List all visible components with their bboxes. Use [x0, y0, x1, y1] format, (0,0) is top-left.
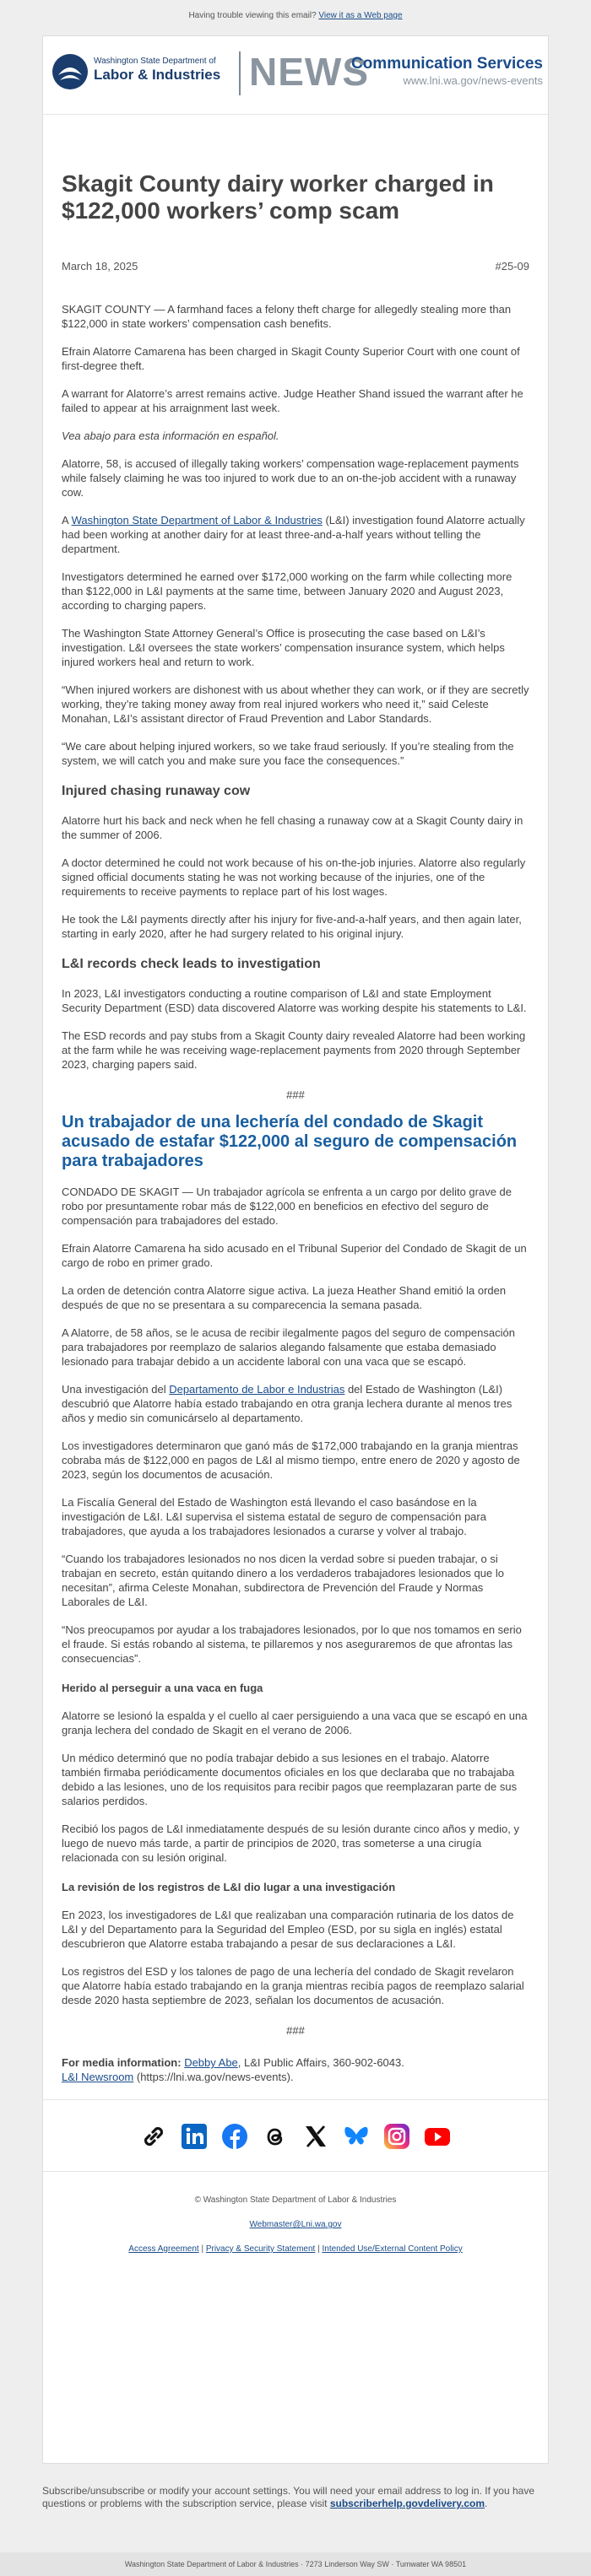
threads-icon[interactable] [261, 2122, 290, 2151]
paragraph: Alatorre, 58, is accused of illegally taking workers’ compensation wage-replacement payments while falsely claiming he was too injured to work due to an on-the-job accident with a runaway cow. [62, 457, 519, 499]
header-divider [239, 51, 241, 95]
spanish-note: Vea abajo para esta información en español. [62, 429, 279, 442]
paragraph: SKAGIT COUNTY — A farmhand faces a felony theft charge for allegedly stealing more than $122,000 in state workers’ compensation cash benefits. [62, 303, 512, 330]
media-label: For media information: [62, 2056, 182, 2069]
comm-title: Communication Services [350, 55, 543, 73]
webmaster-link[interactable]: Webmaster@Lni.wa.gov [249, 2220, 342, 2229]
end-marker: ### [286, 1088, 305, 1101]
paragraph-es: Los investigadores determinaron que ganó más de $172,000 trabajando en la granja mientras cobraba más de $122,000 en pagos de L&I al mismo tiempo, entre enero de 2020 y agosto de 2023, según los documentos de acusación. [62, 1439, 520, 1481]
text: del Estado de Washington (L&I) descubrió que Alatorre había estado trabajando en otra granja lechera durante al menos tres años y medio sin comunicárselo al departamento. [62, 1383, 512, 1424]
comm-url: www.lni.wa.gov/news-events [403, 74, 543, 87]
paragraph-es: Alatorre se lesionó la espalda y el cuello al caer persiguiendo a una vaca que se escapó en una granja lechera del condado de Skagit en el verano de 2006. [62, 1709, 528, 1736]
footer-links [43, 2244, 548, 2254]
access-agreement-link[interactable]: Access Agreement [128, 2244, 199, 2254]
lni-link[interactable]: Washington State Department of Labor & Industries [71, 514, 323, 527]
paragraph-es: “Cuando los trabajadores lesionados no nos dicen la verdad sobre si pueden trabajar, o si trabajan en secreto, están quitando dinero a los verdaderos trabajadores lesionados que lo necesitan”, afirma Celeste Monahan, subdirectora de Prevención del Fraude y Normas Laborales de L&I. [62, 1553, 504, 1608]
contact-details: , L&I Public Affairs, 360-902-6043. [237, 2056, 404, 2069]
communication-services [351, 55, 543, 89]
newsroom-link[interactable]: L&I Newsroom [62, 2071, 134, 2083]
separator: | [198, 2244, 206, 2254]
end-marker-es: ### [286, 2024, 305, 2037]
youtube-icon[interactable] [423, 2122, 452, 2151]
paragraph: “When injured workers are dishonest with us about whether they can work, or if they are secretly working, they’re taking money away from real injured workers who need it,” said Celeste Monahan, L&I’s assistant director of Fraud Prevention and Labor Standards. [62, 683, 529, 725]
release-date: March 18, 2025 [62, 260, 138, 273]
paragraph: “We care about helping injured workers, so we take fraud seriously. If you’re stealing from the system, we will catch you and make sure you face the consequences.” [62, 740, 514, 767]
subheading-injured: Injured chasing runaway cow [62, 784, 251, 798]
paragraph-es [62, 1382, 529, 1425]
article-headline: Skagit County dairy worker charged in $122,000 workers’ comp scam [62, 170, 494, 224]
paragraph-es: Los registros del ESD y los talones de pago de una lechería del condado de Skagit revelaron que Alatorre había estado trabajando en la granja mientras recibía pagos de reemplazo salarial desde 2020 hasta septiembre de 2023, señalan los documentos de acusación. [62, 1965, 524, 2006]
dateline [62, 260, 529, 273]
subheading-herido: Herido al perseguir a una vaca en fuga [62, 1682, 263, 1694]
lni-link-es[interactable]: Departamento de Labor e Industrias [169, 1383, 345, 1396]
release-number: #25-09 [495, 260, 529, 273]
lni-logo[interactable] [52, 51, 237, 95]
instagram-icon[interactable] [382, 2122, 411, 2151]
link-icon[interactable] [139, 2122, 168, 2151]
intended-use-link[interactable]: Intended Use/External Content Policy [322, 2244, 463, 2254]
paragraph-es: Un médico determinó que no podía trabajar debido a sus lesiones en el trabajo. Alatorre también firmaba periódicamente documentos oficiales en los que declaraba que no trabajaba debido a las lesiones, uno de los requisitos para recibir pagos que reemplazaran parte de sus salarios perdidos. [62, 1752, 518, 1807]
contact-link[interactable]: Debby Abe [184, 2056, 238, 2069]
linkedin-icon[interactable] [180, 2122, 209, 2151]
separator: | [315, 2244, 323, 2254]
text: Una investigación del [62, 1383, 170, 1396]
text: A [62, 514, 72, 527]
media-contact [62, 2055, 529, 2084]
paragraph-es: A Alatorre, de 58 años, se le acusa de recibir ilegalmente pagos del seguro de compensación para trabajadores por reemplazo de salarios alegando falsamente que estaba demasiado lesionado para trabajar debido a un accidente laboral con una vaca que se escapó. [62, 1326, 515, 1368]
email-card [42, 35, 549, 2464]
privacy-link[interactable]: Privacy & Security Statement [205, 2244, 316, 2254]
paragraph-es: En 2023, los investigadores de L&I que realizaban una comparación rutinaria de los datos de L&I y del Departamento para la Seguridad del Empleo (ESD, por su sigla en inglés) estatal descubrieron que Alatorre estaba trabajando a pesar de sus declaraciones a L&I. [62, 1909, 514, 1950]
news-wordmark: NEWS [249, 50, 369, 94]
paragraph: A doctor determined he could not work because of his on-the-job injuries. Alatorre also regularly signed official documents stating he was not working because of the injuries, one of the requirements to receive payments to replace part of his lost wages. [62, 856, 526, 898]
email-content [43, 170, 548, 2084]
paragraph-es: La Fiscalía General del Estado de Washington está llevando el caso basándose en la investigación de L&I. L&I supervisa el sistema estatal de seguro de compensación para trabajadores, que ayuda a los trabajadores lesionados a curarse y volver al trabajo. [62, 1496, 486, 1537]
top-note [0, 0, 591, 26]
paragraph: Alatorre hurt his back and neck when he fell chasing a runaway cow at a Skagit County dairy in the summer of 2006. [62, 814, 523, 841]
logo-line1: Washington State Department of [94, 57, 216, 66]
address-bar: Washington State Department of Labor & Industries · 7273 Linderson Way SW · Tumwater WA 98501 [0, 2552, 591, 2576]
paragraph-es: Recibió los pagos de L&I inmediatamente después de su lesión durante cinco años y medio, y luego de nuevo más tarde, a partir de principios de 2020, tras someterse a una cirugía relacionada con su lesión original. [62, 1823, 519, 1864]
text: (L&I) investigation found Alatorre actually had been working at another dairy for at least three-and-a-half years without telling the department. [62, 514, 525, 555]
x-icon[interactable] [301, 2122, 330, 2151]
paragraph-es: La orden de detención contra Alatorre sigue activa. La jueza Heather Shand emitió la orden después de que no se presentara a su comparecencia la semana pasada. [62, 1284, 507, 1311]
paragraph: Investigators determined he earned over $172,000 working on the farm while collecting more than $122,000 in L&I payments at the same time, between January 2020 and August 2023, according to charging papers. [62, 570, 512, 612]
paragraph [62, 513, 529, 556]
social-links [43, 2100, 548, 2156]
subscriber-help-link[interactable]: subscriberhelp.govdelivery.com [329, 2498, 485, 2509]
paragraph-es: Efrain Alatorre Camarena ha sido acusado en el Tribunal Superior del Condado de Skagit de un cargo de robo en primer grado. [62, 1242, 527, 1269]
subscription-end: . [485, 2498, 488, 2509]
paragraph-es: “Nos preocupamos por ayudar a los trabajadores lesionados, por lo que nos tomamos en serio el fraude. Si estás robando al sistema, te pillaremos y nos aseguraremos de que afrontas las consecuencias”. [62, 1623, 522, 1665]
copyright: © Washington State Department of Labor & Industries [194, 2195, 397, 2205]
logo-text [94, 57, 220, 84]
bluesky-icon[interactable] [342, 2122, 371, 2151]
subheading-revision: La revisión de los registros de L&I dio lugar a una investigación [62, 1881, 396, 1893]
view-web-link[interactable]: View it as a Web page [318, 11, 403, 20]
spanish-headline: Un trabajador de una lechería del condado de Skagit acusado de estafar $122,000 al seguro de compensación para trabajadores [62, 1113, 518, 1170]
top-note-text: Having trouble viewing this email? [188, 11, 319, 20]
paragraph: In 2023, L&I investigators conducting a routine comparison of L&I and state Employment Security Department (ESD) data discovered Alatorre was working despite his statements to L&I. [62, 987, 527, 1014]
paragraph: A warrant for Alatorre’s arrest remains active. Judge Heather Shand issued the warrant after he failed to appear at his arraignment last week. [62, 387, 523, 414]
newsroom-url: (https://lni.wa.gov/news-events). [133, 2071, 294, 2083]
paragraph: The Washington State Attorney General’s Office is prosecuting the case based on L&I’s investigation. L&I oversees the state workers’ compensation insurance system, which helps injured workers heal and return to work. [62, 627, 505, 668]
facebook-icon[interactable] [220, 2122, 249, 2151]
logo-line2: Labor & Industries [94, 67, 221, 83]
email-footer [43, 2172, 548, 2254]
paragraph: The ESD records and pay stubs from a Skagit County dairy revealed Alatorre had been working at the farm while he was receiving wage-replacement payments from 2020 through September 2023, charging papers said. [62, 1029, 526, 1071]
subscription-note [42, 2485, 549, 2510]
paragraph: Efrain Alatorre Camarena has been charged in Skagit County Superior Court with one count of first-degree theft. [62, 345, 520, 372]
subheading-records: L&I records check leads to investigation [62, 957, 321, 971]
paragraph-es: CONDADO DE SKAGIT — Un trabajador agrícola se enfrenta a un cargo por delito grave de robo por presuntamente robar más de $122,000 en beneficios en efectivo del seguro de compensación para trabajadores del estado. [62, 1185, 512, 1227]
lni-logo-icon [52, 53, 89, 90]
paragraph: He took the L&I payments directly after his injury for five-and-a-half years, and then again later, starting in early 2020, after he had surgery related to his original injury. [62, 913, 522, 940]
subscription-text: Subscribe/unsubscribe or modify your account settings. You will need your email address to log in. If you have questions or problems with the subscription service, please visit [42, 2485, 534, 2509]
email-header [43, 36, 548, 115]
